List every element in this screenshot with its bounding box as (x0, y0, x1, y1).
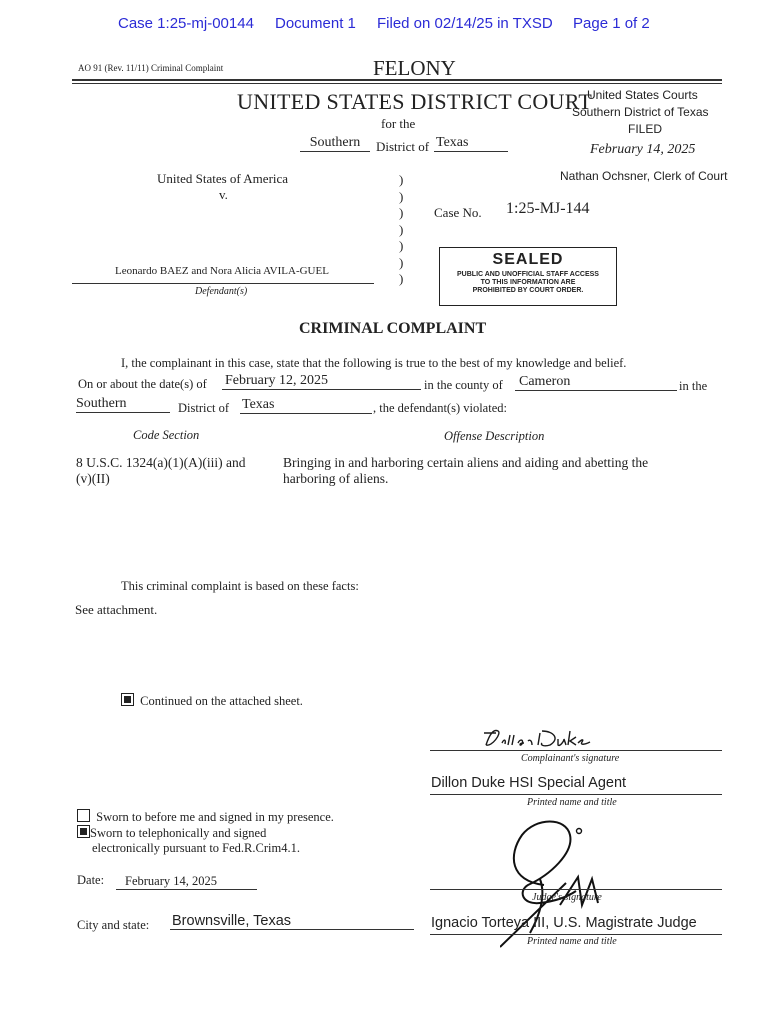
offense-date: February 12, 2025 (222, 373, 421, 390)
court-for-the: for the (381, 116, 416, 131)
stamp-filed: FILED (628, 122, 663, 136)
continued-checkbox-row (121, 693, 303, 709)
judge-signature-line (430, 889, 722, 890)
date-label: Date: (77, 873, 105, 887)
city-value: Brownsville, Texas (170, 913, 414, 930)
defendants-rule (72, 283, 374, 284)
district-of-label: District of (178, 401, 230, 415)
county-value: Cameron (515, 374, 677, 391)
court-title: UNITED STATES DISTRICT COURT (237, 89, 593, 114)
caption-defendants: Leonardo BAEZ and Nora Alicia AVILA-GUEL (115, 265, 329, 277)
code-line1: 8 U.S.C. 1324(a)(1)(A)(iii) and (76, 455, 246, 470)
code-line2: (v)(II) (76, 471, 110, 486)
felony-label: FELONY (373, 56, 456, 80)
stamp-line2: Southern District of Texas (572, 105, 709, 119)
defendants-label: Defendant(s) (195, 286, 248, 297)
caption-versus: v. (219, 187, 228, 202)
form-id: AO 91 (Rev. 11/11) Criminal Complaint (78, 63, 224, 73)
code-section-label: Code Section (133, 428, 200, 442)
in-the-label: in the (679, 379, 708, 393)
sealed-line2: TO THIS INFORMATION ARE (480, 279, 576, 286)
judge-printed-line (430, 934, 722, 935)
sworn-telephonic-checkbox[interactable] (77, 825, 90, 838)
complainant-signature-icon (480, 725, 595, 753)
header-rule-thin (72, 83, 722, 84)
district-state: Texas (240, 397, 372, 414)
sworn-option2-label2: electronically pursuant to Fed.R.Crim4.1. (92, 841, 300, 855)
complainant-printed-name: Dillon Duke HSI Special Agent (431, 775, 627, 791)
stamp-line1: United States Courts (587, 88, 698, 102)
offense-description-label: Offense Description (444, 429, 545, 443)
header-page: Page 1 of 2 (573, 15, 650, 32)
court-state: Texas (434, 135, 508, 152)
sworn-option1-row (77, 809, 334, 825)
judge-signature-label: Judge's signature (532, 892, 602, 903)
sealed-line3: PROHIBITED BY COURT ORDER. (472, 287, 584, 294)
sealed-title: SEALED (492, 251, 564, 268)
continued-checkbox[interactable] (121, 693, 134, 706)
court-district-name: Southern (300, 135, 370, 152)
complainant-printed-label: Printed name and title (527, 797, 617, 808)
date-value: February 14, 2025 (116, 874, 257, 890)
district-value: Southern (76, 396, 170, 413)
sworn-option2-row (77, 825, 266, 841)
stamp-date: February 14, 2025 (590, 142, 696, 157)
header-filed: Filed on 02/14/25 in TXSD (377, 15, 553, 32)
facts-value: See attachment. (75, 602, 158, 617)
case-no-value: 1:25-MJ-144 (506, 200, 590, 217)
facts-intro: This criminal complaint is based on these facts: (121, 579, 359, 593)
county-label: in the county of (424, 378, 503, 392)
complainant-signature-label: Complainant's signature (521, 753, 620, 764)
sealed-box (439, 247, 617, 306)
header-rule (72, 79, 722, 81)
offense-line2: harboring of aliens. (283, 471, 389, 486)
complainant-printed-line (430, 794, 722, 795)
court-district-of: District of (376, 139, 430, 154)
violated-label: , the defendant(s) violated: (373, 401, 507, 415)
continued-label: Continued on the attached sheet. (140, 694, 303, 708)
complainant-signature-line (430, 750, 722, 751)
on-or-about-label: On or about the date(s) of (78, 377, 207, 391)
header-document: Document 1 (275, 15, 356, 32)
caption-brackets: ) ) ) ) ) ) ) (399, 172, 404, 286)
city-label: City and state: (77, 918, 150, 932)
judge-printed-label: Printed name and title (527, 936, 617, 947)
complaint-heading: CRIMINAL COMPLAINT (299, 320, 487, 337)
stamp-clerk: Nathan Ochsner, Clerk of Court (560, 169, 728, 183)
judge-printed-name: Ignacio Torteya III, U.S. Magistrate Judge (431, 915, 697, 931)
sworn-option1-label: Sworn to before me and signed in my presence. (96, 810, 334, 824)
complaint-statement: I, the complainant in this case, state that the following is true to the best of my knowledge and belief. (121, 356, 627, 370)
caption-plaintiff: United States of America (157, 171, 289, 186)
sworn-in-presence-checkbox[interactable] (77, 809, 90, 822)
offense-line1: Bringing in and harboring certain aliens and aiding and abetting the (283, 455, 649, 470)
sworn-option2-label1: Sworn to telephonically and signed (90, 826, 267, 840)
case-no-label: Case No. (434, 205, 482, 220)
header-case: Case 1:25-mj-00144 (118, 15, 254, 32)
sealed-line1: PUBLIC AND UNOFFICIAL STAFF ACCESS (457, 271, 599, 278)
